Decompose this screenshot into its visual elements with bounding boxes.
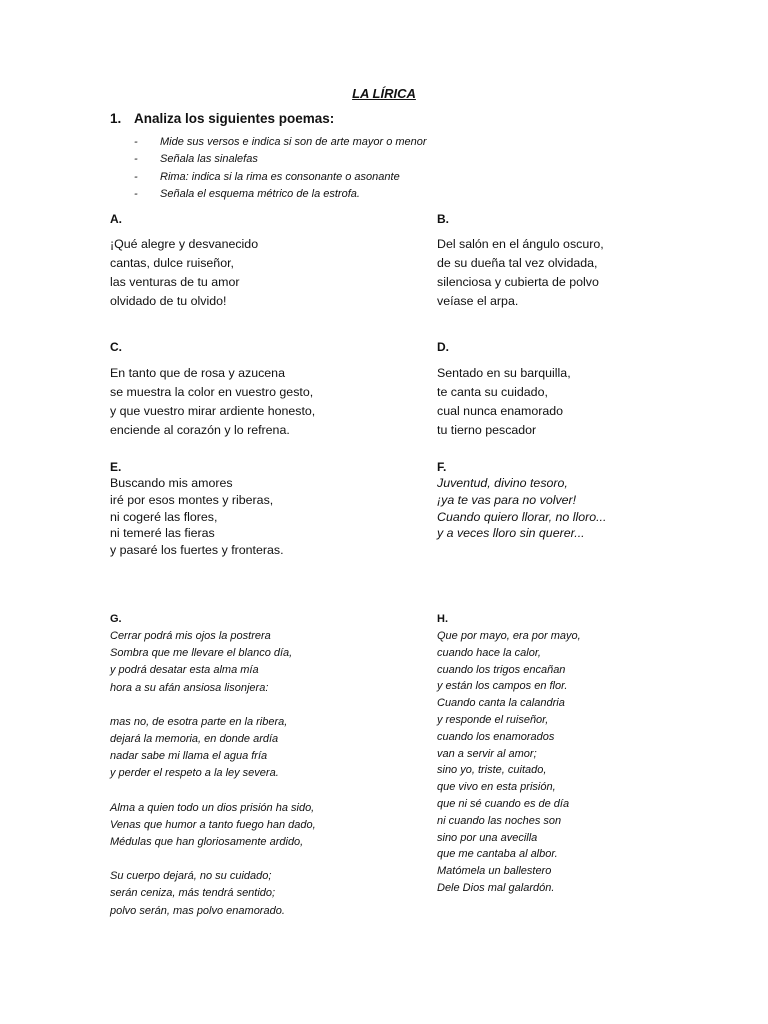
poem-d	[437, 364, 571, 440]
question-text: Analiza los siguientes poemas:	[134, 111, 335, 126]
page-title: LA LÍRICA	[352, 86, 416, 101]
poem-a	[110, 235, 258, 311]
instruction-item	[134, 186, 427, 203]
poem-line: cuando los enamorados	[437, 730, 555, 743]
poem-line: y pasaré los fuertes y fronteras.	[110, 543, 284, 558]
poem-line: sino yo, triste, cuitado,	[437, 764, 547, 777]
poem-e-label: E.	[110, 460, 122, 474]
poem-line: que me cantaba al albor.	[437, 848, 558, 861]
instruction-list	[134, 134, 427, 203]
poem-line: enciende al corazón y lo refrena.	[110, 423, 290, 437]
poem-line: cuando hace la calor,	[437, 646, 541, 659]
poem-d-label: D.	[437, 340, 449, 354]
poem-line: En tanto que de rosa y azucena	[110, 366, 285, 380]
poem-line: iré por esos montes y riberas,	[110, 492, 274, 507]
instruction-text: Mide sus versos e indica si son de arte mayor o menor	[160, 136, 427, 148]
poem-g	[110, 628, 316, 937]
poem-line: Del salón en el ángulo oscuro,	[437, 237, 604, 251]
question-heading	[110, 111, 334, 126]
poem-f	[437, 475, 606, 542]
bullet-dash: -	[134, 170, 138, 183]
poem-line: ni cogeré las flores,	[110, 509, 218, 524]
poem-line: mas no, de esotra parte en la ribera,	[110, 715, 288, 728]
instruction-item	[134, 169, 427, 186]
poem-line: serán ceniza, más tendrá sentido;	[110, 887, 276, 900]
poem-line: ni cuando las noches son	[437, 814, 562, 827]
stanza	[110, 800, 316, 852]
poem-line: cantas, dulce ruiseñor,	[110, 256, 234, 270]
poem-line: cuando los trigos encañan	[437, 663, 566, 676]
poem-g-label: G.	[110, 613, 122, 625]
poem-line: Dele Dios mal galardón.	[437, 881, 555, 894]
poem-line: Su cuerpo dejará, no su cuidado;	[110, 870, 272, 883]
poem-line: de su dueña tal vez olvidada,	[437, 256, 598, 270]
poem-line: hora a su afán ansiosa lisonjera:	[110, 681, 269, 694]
poem-line: Cuando canta la calandria	[437, 697, 565, 710]
poem-line: y están los campos en flor.	[437, 680, 568, 693]
poem-line: cual nunca enamorado	[437, 404, 564, 418]
poem-f-label: F.	[437, 460, 447, 474]
poem-line: y podrá desatar esta alma mía	[110, 664, 259, 677]
instruction-text: Señala el esquema métrico de la estrofa.	[160, 187, 360, 200]
poem-e	[110, 475, 284, 559]
poem-line: Sentado en su barquilla,	[437, 366, 571, 380]
instruction-item	[134, 134, 427, 151]
poem-line: Médulas que han gloriosamente ardido,	[110, 836, 304, 849]
poem-c-label: C.	[110, 340, 122, 354]
poem-line: Venas que humor a tanto fuego han dado,	[110, 818, 316, 831]
poem-line: Cerrar podrá mis ojos la postrera	[110, 630, 271, 642]
bullet-dash: -	[134, 153, 138, 166]
instruction-text: Señala las sinalefas	[160, 153, 258, 166]
poem-line: ¡Qué alegre y desvanecido	[110, 237, 259, 251]
poem-line: tu tierno pescador	[437, 423, 537, 437]
poem-h	[437, 628, 581, 897]
poem-line: y a veces lloro sin querer...	[437, 526, 585, 541]
poem-line: ni temeré las fieras	[110, 526, 215, 541]
poem-line: veíase el arpa.	[437, 294, 519, 308]
poem-line: Cuando quiero llorar, no lloro...	[437, 509, 607, 524]
stanza	[110, 868, 316, 920]
poem-line: se muestra la color en vuestro gesto,	[110, 385, 314, 399]
poem-line: silenciosa y cubierta de polvo	[437, 275, 599, 289]
poem-line: sino por una avecilla	[437, 831, 538, 844]
poem-b-label: B.	[437, 212, 449, 226]
poem-line: Alma a quien todo un dios prisión ha sido,	[110, 801, 315, 814]
poem-line: Sombra que me llevare el blanco día,	[110, 647, 293, 660]
poem-line: Juventud, divino tesoro,	[437, 476, 568, 490]
poem-line: van a servir al amor;	[437, 747, 537, 760]
poem-b	[437, 235, 604, 311]
poem-line: Que por mayo, era por mayo,	[437, 630, 581, 642]
poem-line: las venturas de tu amor	[110, 275, 240, 289]
poem-line: Matómela un ballestero	[437, 865, 552, 878]
bullet-dash: -	[134, 136, 138, 148]
instruction-item	[134, 151, 427, 168]
poem-line: que ni sé cuando es de día	[437, 797, 570, 810]
poem-line: y perder el respeto a la ley severa.	[110, 767, 279, 780]
stanza	[110, 628, 316, 697]
poem-line: dejará la memoria, en donde ardía	[110, 733, 279, 746]
bullet-dash: -	[134, 187, 138, 200]
instruction-text: Rima: indica si la rima es consonante o asonante	[160, 170, 400, 183]
poem-line: ¡ya te vas para no volver!	[437, 492, 577, 507]
poem-line: nadar sabe mi llama el agua fría	[110, 750, 268, 763]
poem-line: que vivo en esta prisión,	[437, 781, 556, 794]
question-number: 1.	[110, 111, 122, 126]
poem-line: te canta su cuidado,	[437, 385, 548, 399]
poem-c	[110, 364, 315, 440]
poem-line: Buscando mis amores	[110, 476, 233, 490]
poem-line: polvo serán, mas polvo enamorado.	[110, 904, 285, 917]
poem-line: y que vuestro mirar ardiente honesto,	[110, 404, 316, 418]
poem-h-label: H.	[437, 613, 448, 625]
poem-line: olvidado de tu olvido!	[110, 294, 227, 308]
poem-line: y responde el ruiseñor,	[437, 713, 549, 726]
poem-a-label: A.	[110, 212, 122, 226]
stanza	[110, 714, 316, 783]
